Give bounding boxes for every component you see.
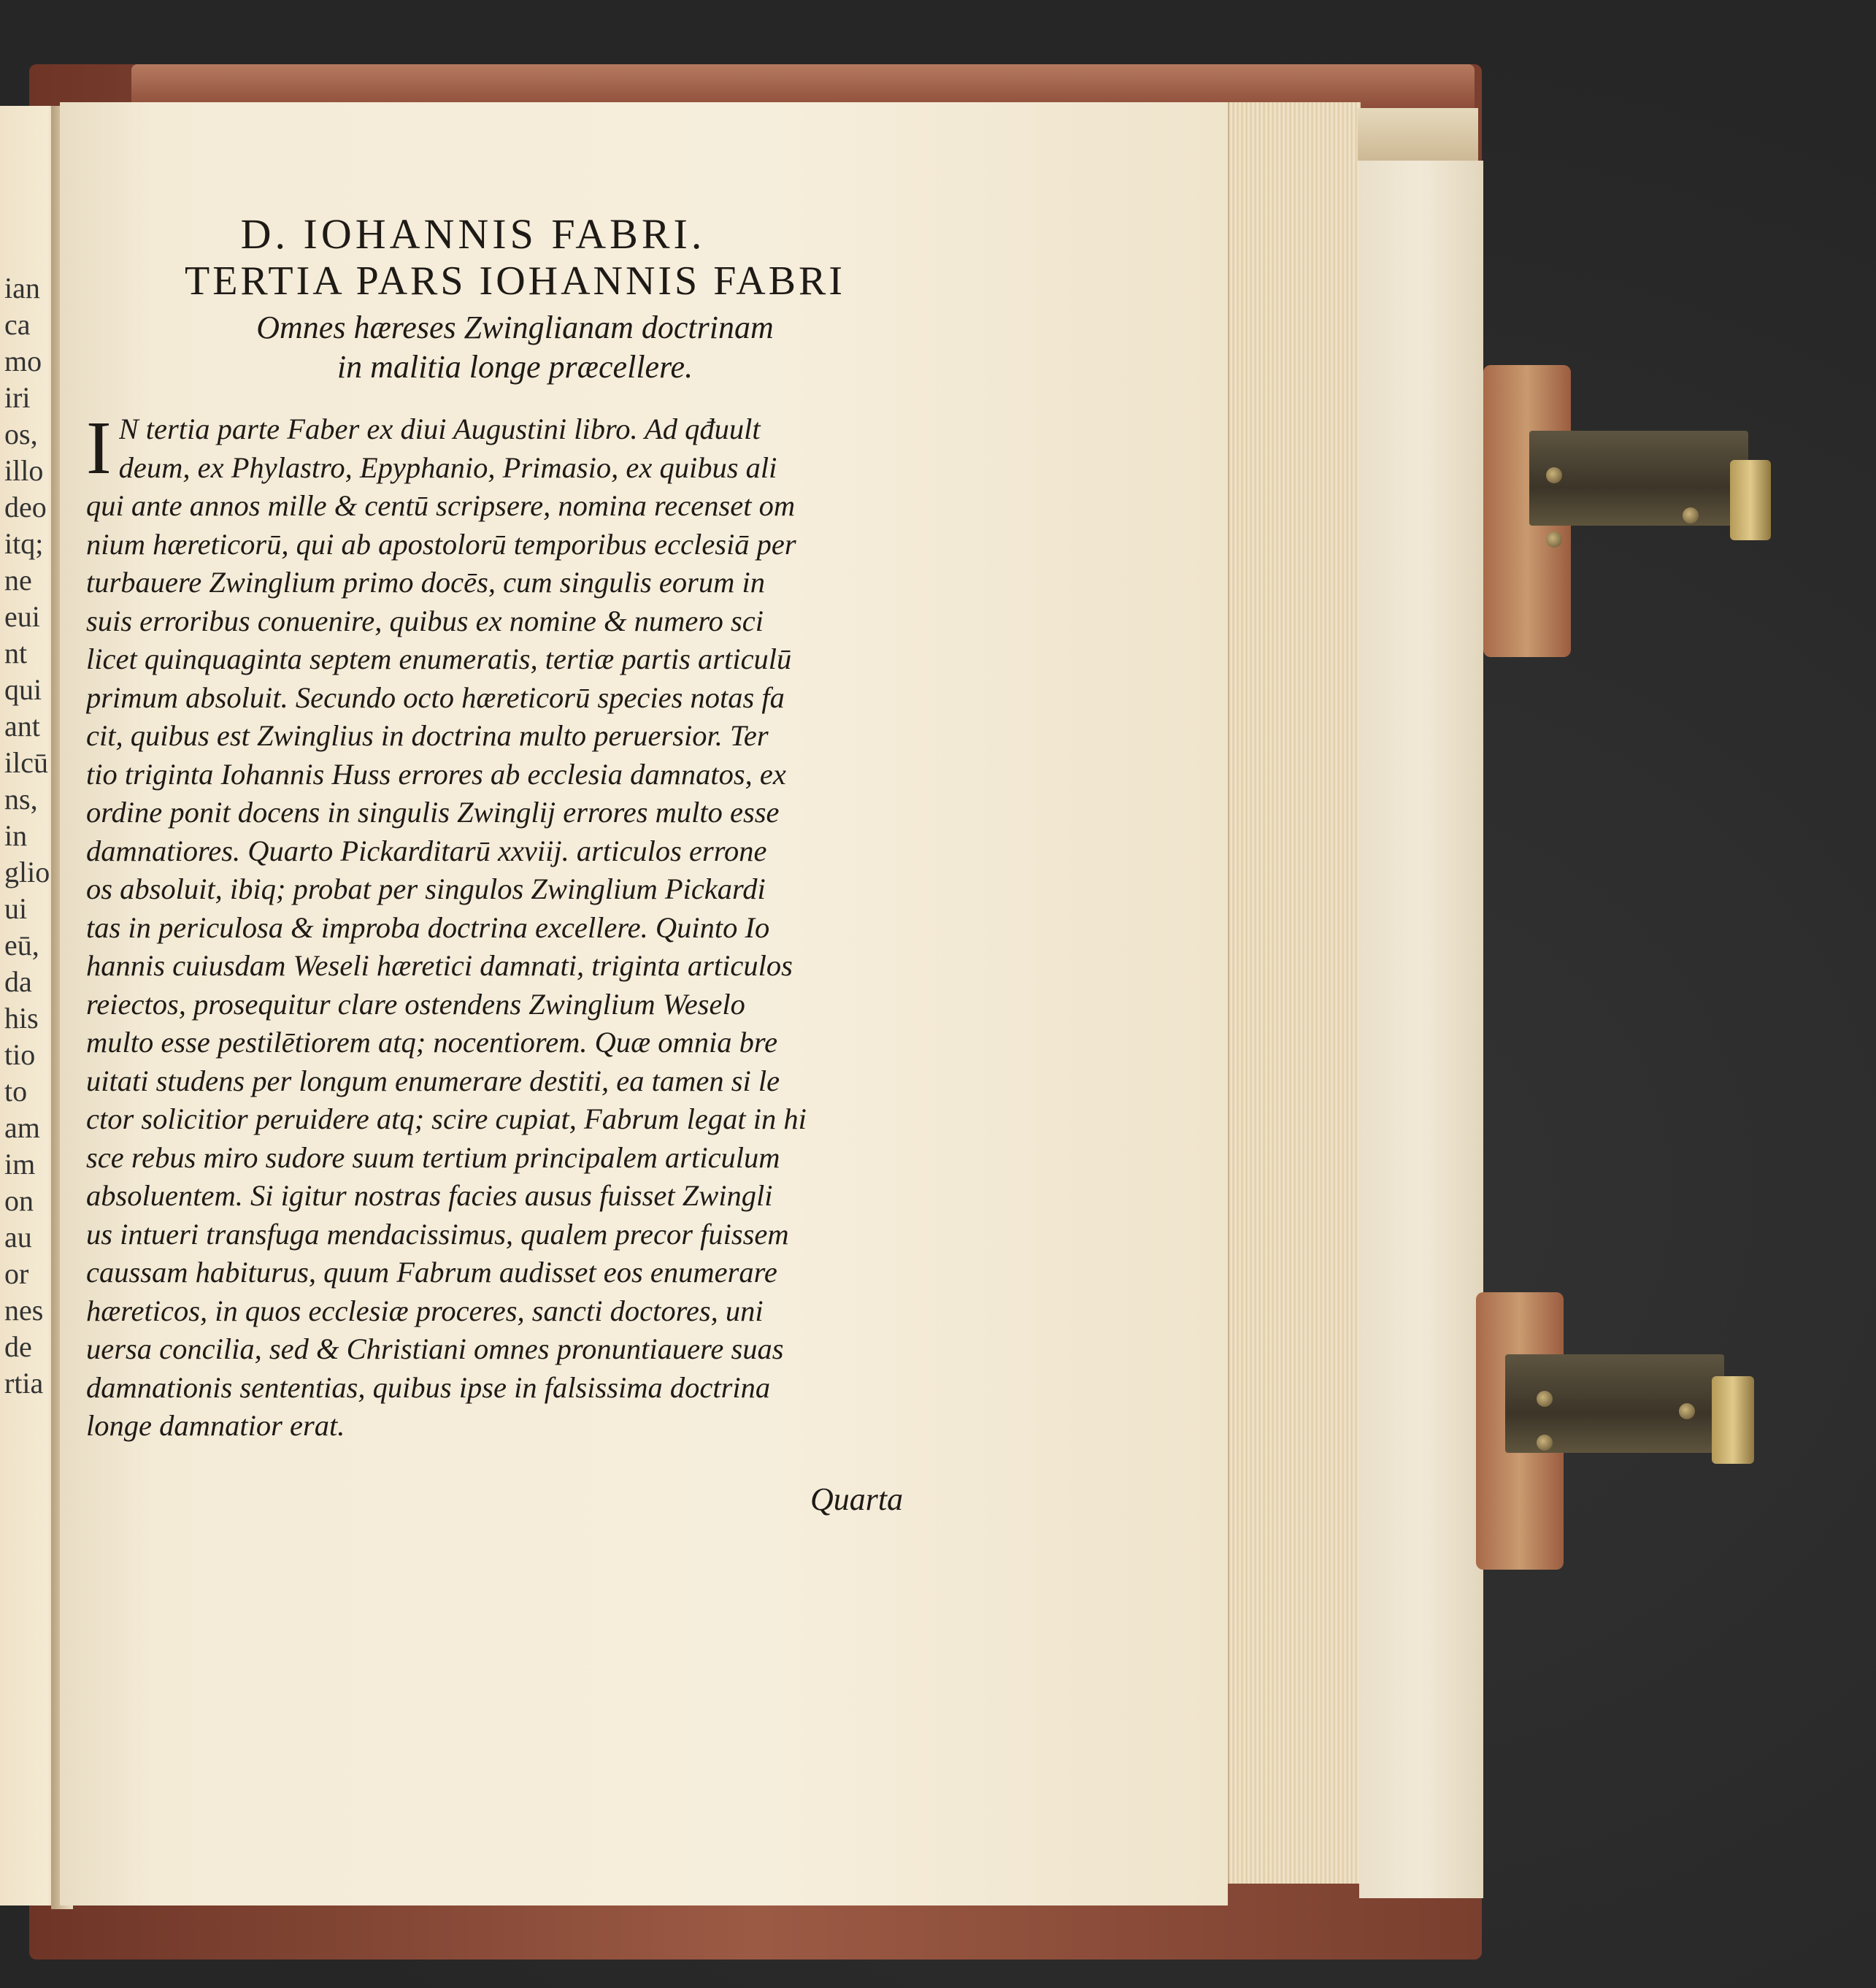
text-line: tas in periculosa & improba doctrina excellere. Quinto Io — [86, 910, 770, 944]
text-line: uersa concilia, sed & Christiani omnes pronuntiauere suas — [86, 1332, 784, 1365]
left-page-line: ns, — [4, 783, 38, 815]
lower-clasp-rivet — [1537, 1391, 1553, 1407]
text-line: turbauere Zwinglium primo docēs, cum singulis eorum in — [86, 566, 765, 599]
left-page-line: eui — [4, 600, 40, 633]
flyleaf — [1359, 161, 1483, 1898]
flyleaf-top — [1358, 108, 1478, 161]
upper-clasp-plate — [1529, 431, 1748, 526]
left-page-line: ui — [4, 892, 28, 925]
drop-cap: I — [86, 406, 112, 490]
left-page-line: mo — [4, 345, 42, 377]
left-page-line: im — [4, 1148, 36, 1181]
text-line: primum absoluit. Secundo octo hæreticorū species notas fa — [86, 680, 785, 714]
text-line: N tertia parte Faber ex diui Augustini libro. Ad qđuult — [118, 412, 761, 445]
text-line: multo esse pestilētiorem atq; nocentiorem. Quæ omnia bre — [86, 1026, 778, 1059]
left-page-line: ian — [4, 272, 40, 304]
text-line: ctor solicitior peruidere atq; scire cupiat, Fabrum legat in hi — [86, 1102, 807, 1135]
running-header: D. IOHANNIS FABRI. — [240, 210, 706, 258]
left-page-line: his — [4, 1002, 39, 1035]
text-line: nium hæreticorū, qui ab apostolorū temporibus ecclesiā per — [86, 527, 796, 561]
page-edges — [1228, 102, 1361, 1884]
text-line: us intueri transfuga mendacissimus, qualem precor fuissem — [86, 1217, 789, 1251]
book-cover-head — [131, 64, 1475, 108]
section-subtitle-line2: in malitia longe præcellere. — [337, 349, 693, 385]
left-page-line: da — [4, 965, 32, 998]
upper-clasp-hinge — [1730, 460, 1771, 540]
upper-clasp-rivet — [1546, 467, 1562, 483]
page-text-block — [86, 212, 944, 1446]
left-page-line: nes — [4, 1294, 44, 1327]
text-line: hæreticos, in quos ecclesiæ proceres, sancti doctores, uni — [86, 1294, 764, 1327]
left-page-line: eū, — [4, 929, 39, 962]
text-line: tio triginta Iohannis Huss errores ab ecclesia damnatos, ex — [86, 757, 786, 791]
text-line: reiectos, prosequitur clare ostendens Zwinglium Weselo — [86, 987, 745, 1021]
left-page-line: itq; — [4, 527, 44, 560]
text-line: os absoluit, ibiq; probat per singulos Zwinglium Pickardi — [86, 872, 766, 905]
left-page-line: iri — [4, 381, 31, 414]
text-line: uitati studens per longum enumerare destiti, ea tamen si le — [86, 1064, 780, 1097]
text-line: damnatiores. Quarto Pickarditarū xxviij. articulos errone — [86, 834, 767, 867]
left-page-line: nt — [4, 637, 28, 669]
text-line: qui ante annos mille & centū scripsere, nomina recenset om — [86, 489, 796, 522]
text-line: caussam habiturus, quum Fabrum audisset eos enumerare — [86, 1256, 777, 1289]
lower-clasp-rivet — [1537, 1435, 1553, 1451]
section-title: TERTIA PARS IOHANNIS FABRI — [185, 258, 845, 304]
text-line: licet quinquaginta septem enumeratis, tertiæ partis articulū — [86, 642, 792, 675]
left-page-text — [4, 270, 55, 1402]
left-page-line: ilcū — [4, 746, 48, 779]
left-page-line: am — [4, 1111, 40, 1144]
left-page-line: ne — [4, 564, 32, 596]
text-line: suis erroribus conuenire, quibus ex nomine & numero sci — [86, 604, 764, 637]
left-page-line: to — [4, 1075, 28, 1108]
left-page-line: ca — [4, 308, 31, 341]
section-subtitle-line1: Omnes hæreses Zwinglianam doctrinam — [256, 310, 774, 345]
text-line: damnationis sententias, quibus ipse in falsissima doctrina — [86, 1370, 771, 1404]
left-page-line: qui — [4, 673, 42, 706]
left-page-line: deo — [4, 491, 47, 523]
left-page-line: or — [4, 1257, 29, 1290]
text-line: ordine ponit docens in singulis Zwinglij errores multo esse — [86, 796, 780, 829]
text-line: sce rebus miro sudore suum tertium principalem articulum — [86, 1140, 780, 1174]
left-page-line: rtia — [4, 1367, 44, 1400]
left-page-line: in — [4, 819, 28, 852]
catchword: Quarta — [810, 1481, 904, 1517]
lower-clasp-hinge — [1712, 1376, 1754, 1464]
left-page-line: au — [4, 1221, 32, 1254]
left-page-line: ant — [4, 710, 40, 742]
text-line: cit, quibus est Zwinglius in doctrina multo peruersior. Ter — [86, 719, 769, 752]
text-line: deum, ex Phylastro, Epyphanio, Primasio, ex quibus ali — [118, 450, 777, 484]
left-page-line: illo — [4, 454, 44, 487]
left-page-line: de — [4, 1330, 32, 1363]
text-line: hannis cuiusdam Weseli hæretici damnati, triginta articulos — [86, 949, 793, 982]
left-page-line: tio — [4, 1038, 36, 1071]
left-page-line: on — [4, 1184, 34, 1217]
upper-clasp-rivet — [1683, 507, 1699, 523]
body-paragraph — [86, 406, 944, 1446]
text-line: absoluentem. Si igitur nostras facies ausus fuisset Zwingli — [86, 1179, 773, 1212]
lower-clasp-rivet — [1679, 1403, 1695, 1419]
upper-clasp-rivet — [1546, 531, 1562, 548]
left-page-line: glio — [4, 856, 50, 889]
left-page-line: os, — [4, 418, 38, 450]
text-line: longe damnatior erat. — [86, 1409, 345, 1442]
